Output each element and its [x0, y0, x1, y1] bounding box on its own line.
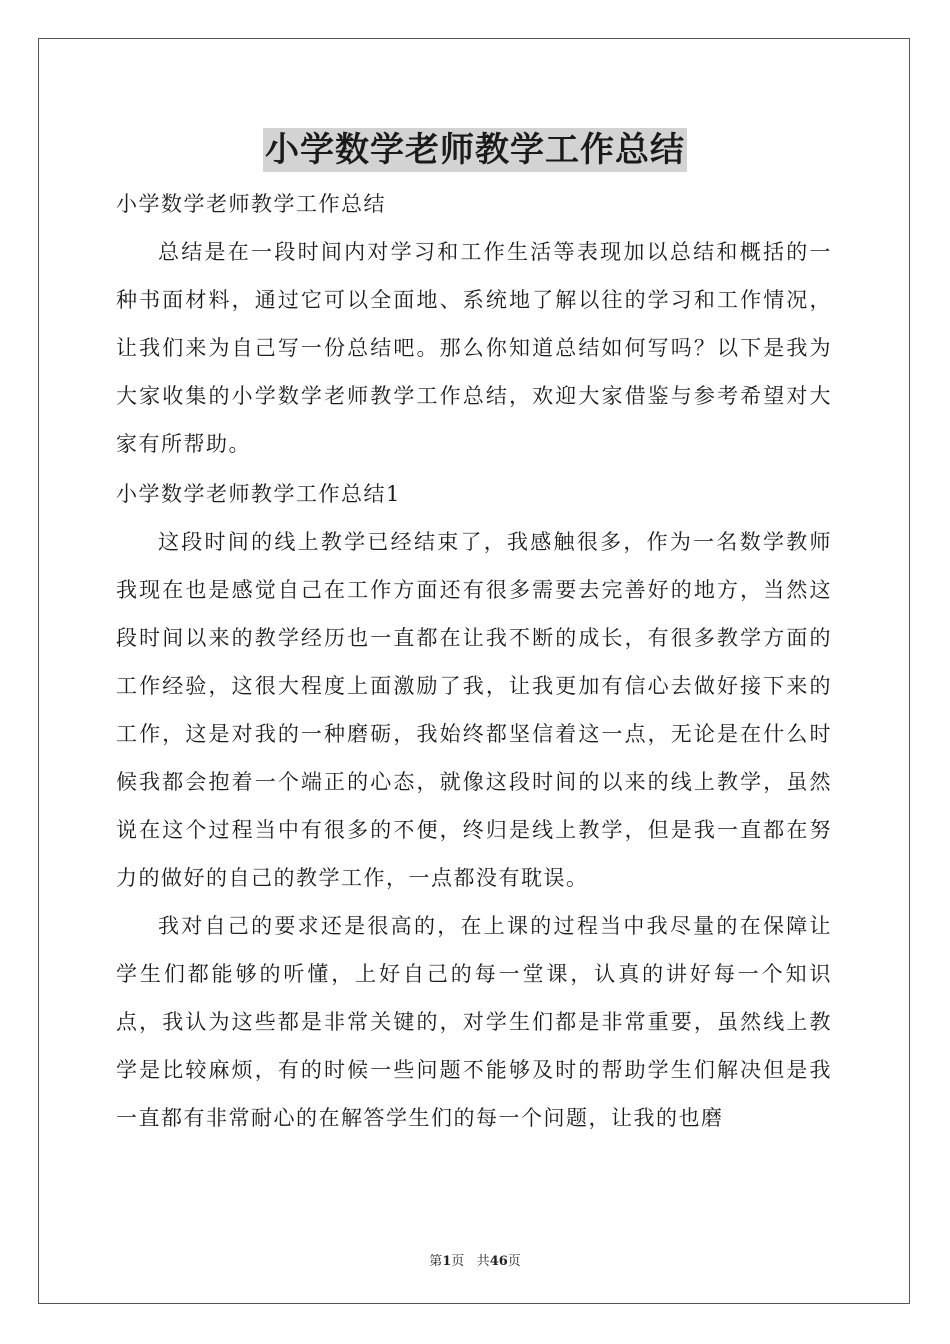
page-footer: [0, 1250, 950, 1269]
footer-total-unit: 页: [507, 1254, 521, 1269]
body-paragraph: 这段时间的线上教学已经结束了，我感触很多，作为一名数学教师我现在也是感觉自己在工作方面还有很多需要去完善好的地方，当然这段时间以来的教学经历也一直都在让我不断的成长，有很多教学方面的工作经验，这很大程度上面激励了我，让我更加有信心去做好接下来的工作，这是对我的一种磨砺，我始终都坚信着这一点，无论是在什么时候我都会抱着一个端正的心态，就像这段时间的以来的线上教学，虽然说在这个过程当中有很多的不便，终归是线上教学，但是我一直都在努力的做好的自己的教学工作，一点都没有耽误。: [116, 530, 832, 890]
document-title: 小学数学老师教学工作总结: [265, 130, 685, 170]
footer-total-pages: 46: [489, 1254, 508, 1269]
section-heading: 小学数学老师教学工作总结1: [116, 482, 401, 506]
footer-total-prefix: 共: [476, 1254, 490, 1269]
document-body: [116, 180, 832, 1142]
document-subtitle: 小学数学老师教学工作总结: [116, 192, 386, 216]
footer-page-unit: 页: [451, 1254, 465, 1269]
footer-page-number: 1: [442, 1254, 452, 1269]
title-container: [0, 128, 950, 172]
footer-page-prefix: 第: [429, 1254, 443, 1269]
intro-paragraph: 总结是在一段时间内对学习和工作生活等表现加以总结和概括的一种书面材料，通过它可以全面地、系统地了解以往的学习和工作情况，让我们来为自己写一份总结吧。那么你知道总结如何写吗？以下是我为大家收集的小学数学老师教学工作总结，欢迎大家借鉴与参考希望对大家有所帮助。: [116, 240, 832, 456]
body-paragraph: 我对自己的要求还是很高的，在上课的过程当中我尽量的在保障让学生们都能够的听懂，上好自己的每一堂课，认真的讲好每一个知识点，我认为这些都是非常关键的，对学生们都是非常重要，虽然线上教学是比较麻烦，有的时候一些问题不能够及时的帮助学生们解决但是我一直都有非常耐心的在解答学生们的每一个问题，让我的也磨: [116, 914, 832, 1130]
